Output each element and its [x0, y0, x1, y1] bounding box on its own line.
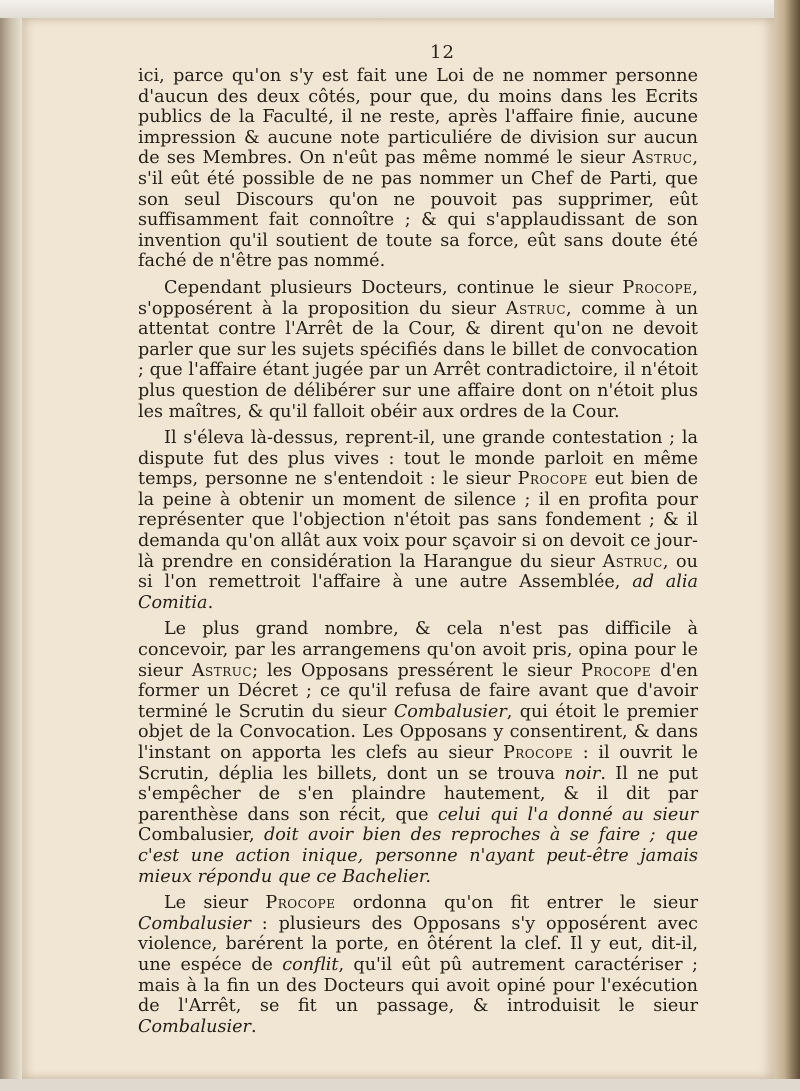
text-run: Astruc	[191, 660, 253, 681]
text-run: , qu'il eût pû autrement caractériser ; mais à la fin un des Docteurs qui avoit opiné pour l'exécution de l'Arrêt, se fit un passage, & introduisit le sieur	[138, 954, 698, 1017]
text-run: : plusieurs des Opposans s'y opposérent avec violence, barérent la porte, en ôtérent la clef. Il y eut, dit-il, une espéce de	[138, 913, 698, 975]
text-run: eut bien de la peine à obtenir un moment de silence ; il en profita pour représenter que l'objection n'étoit pas sans fondement ; & il demanda qu'on allât aux voix pour sçavoir si on devoit ce jour-là prendre en considération la Harangue du sieur	[138, 469, 698, 572]
text-run: celui qui l'a donné au sieur	[437, 804, 698, 825]
text-run: ad alia Comitia	[138, 572, 699, 613]
text-run: .	[250, 1016, 257, 1037]
text-run: Combalusier	[138, 1016, 251, 1037]
book-page-edges	[774, 0, 800, 1091]
text-run: Procope	[622, 277, 693, 298]
text-run: , s'opposérent à la proposition du sieur	[138, 277, 698, 319]
page-number: 12	[430, 42, 455, 63]
scan-bottom-margin	[0, 1079, 800, 1091]
text-run: Procope	[265, 893, 336, 914]
text-run: . Il ne put s'empêcher de s'en plaindre hautement, & il dit par parenthèse dans son récit, que	[138, 763, 698, 825]
paragraph-4	[138, 619, 698, 887]
text-run: : il ouvrit le Scrutin, déplia les billets, dont un se trouva	[138, 743, 698, 784]
paragraph-1	[138, 66, 698, 272]
text-run: Astruc	[602, 551, 663, 572]
text-run: Le plus grand nombre, & cela n'est pas difficile à concevoir, par les arrangemens qu'on avoit pris, opina pour le sieur	[138, 619, 698, 681]
text-run: , ou si l'on remettroit l'affaire à une autre Assemblée,	[138, 551, 698, 593]
text-run: d'en former un Décret ; ce qu'il refusa de faire avant que d'avoir terminé le Scrutin du sieur	[138, 660, 698, 722]
text-run: .	[207, 592, 214, 613]
text-run: , s'il eût été possible de ne pas nommer un Chef de Parti, que son seul Discours qu'on ne pouvoit pas supprimer, eût suffisamment fait connoître ; & qui s'applaudissant de son invention qu'il soutient de toute sa force, eût sans doute été faché de n'être pas nommé.	[138, 148, 698, 272]
text-run: Astruc	[632, 148, 693, 169]
paragraph-5	[138, 893, 698, 1037]
text-run: Il s'éleva là-dessus, reprent-il, une grande contestation ; la dispute fut des plus vives : tout le monde parloit en même temps, personne ne s'entendoit : le sieur	[138, 428, 698, 490]
text-run: Procope	[502, 743, 574, 763]
text-run: Combalusier	[138, 913, 251, 934]
text-run: , comme à un attentat contre l'Arrêt de la Cour, & dirent qu'on ne devoit parler que sur les sujets spécifiés dans le billet de convocation ; que l'affaire étant jugée par un Arrêt contradictoire, il n'étoit plus question de délibérer sur une affaire dont on n'étoit plus les maîtres, & qu'il falloit obéir aux ordres de la Cour.	[138, 298, 699, 422]
paragraph-3	[138, 428, 698, 613]
text-run: ; les Opposans pressérent le sieur	[252, 660, 582, 681]
text-run: ordonna qu'on fit entrer le sieur	[335, 893, 698, 914]
text-run: conflit	[282, 954, 339, 975]
text-run: , qui étoit le premier objet de la Convocation. Les Opposans y consentirent, & dans l'instant on apporta les clefs au sieur	[138, 701, 698, 763]
text-run: doit avoir bien des reproches à se faire ; que c'est une action inique, personne n'ayant peut-être jamais mieux répondu que ce Bachelier.	[138, 825, 698, 887]
page-body-text	[138, 66, 698, 1043]
text-run: noir	[564, 763, 601, 784]
text-run: Astruc	[505, 298, 566, 319]
book-binding-edge	[0, 18, 22, 1091]
text-run: Procope	[517, 469, 588, 490]
text-run: Combalusier	[393, 701, 507, 722]
text-run: Procope	[581, 660, 652, 681]
text-run: Cependant plusieurs Docteurs, continue le sieur	[164, 277, 623, 298]
text-run: ici, parce qu'on s'y est fait une Loi de ne nommer personne d'aucun des deux côtés, pour que, du moins dans les Ecrits publics de la Faculté, il ne reste, après l'affaire finie, aucune impression & aucune note particuliére de division sur aucun de ses Membres. On n'eût pas même nommé le sieur	[138, 66, 698, 169]
text-run: Le sieur	[164, 893, 266, 914]
paragraph-2	[138, 278, 698, 422]
text-run: Combalusier,	[138, 825, 265, 846]
scan-top-margin	[0, 0, 800, 18]
